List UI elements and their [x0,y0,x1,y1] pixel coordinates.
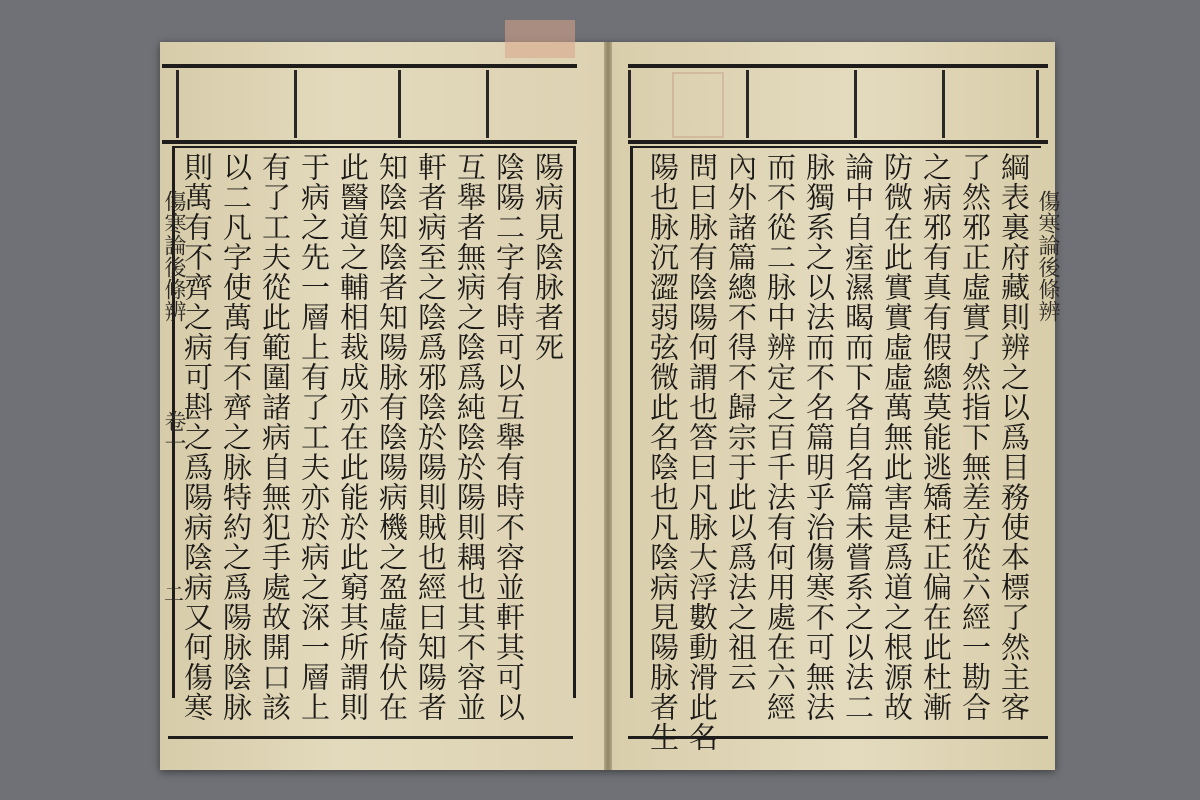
right-col-10: 陽也脉沉澀弱弦微此名陰也凡陰病見陽脉者生 [646,152,680,752]
left-col-2: 陰陽二字有時可以互舉有時不容並軒其可以 [492,152,526,722]
left-margin-volume: 卷一 [161,410,186,454]
right-col-9: 問曰脉有陰陽何謂也答曰凡脉大浮數動滑此名 [685,152,719,752]
right-col-6: 脉獨系之以法而不名篇明乎治傷寒不可無法 [802,152,836,722]
book-gutter [604,42,612,770]
left-bottom-rule [168,736,573,739]
right-col-8: 內外諸篇總不得不歸宗于此以爲法之祖云 [724,152,758,692]
left-col-4: 軒者病至之陰爲邪陰於陽則賊也經曰知陽者 [414,152,448,722]
right-col-5: 論中自痓濕暍而下各自名篇未嘗系之以法二 [841,152,875,722]
left-col-7: 于病之先一層上有了工夫亦於病之深一層上 [297,152,331,722]
left-col-9: 以二凡字使萬有不齊之脉特約之爲陽脉陰脉 [219,152,253,722]
left-page-number: 二 [164,582,184,606]
right-margin-title: 傷寒論後條辨 [1035,190,1060,322]
left-header-band [162,64,577,144]
right-col-1: 綱表裏府藏則辨之以爲目務使本標了然主客 [997,152,1031,722]
left-col-10: 則萬有不齊之病可斟之爲陽病陰病又何傷寒 [180,152,214,722]
seal-stamp [505,20,575,58]
right-col-7: 而不從二脉中辨定之百千法有何用處在六經 [763,152,797,722]
left-col-8: 有了工夫從此範圍諸病自無犯手處故開口該 [258,152,292,722]
right-col-2: 了然邪正虛實了然指下無差方從六經一勘合 [958,152,992,722]
left-margin-title: 傷寒論後條辨 [161,190,186,322]
right-col-4: 防微在此實實虛虛萬無此害是爲道之根源故 [880,152,914,722]
left-col-5: 知陰知陰者知陽脉有陰陽病機之盈虛倚伏在 [375,152,409,722]
right-col-3: 之病邪有真有假總莫能逃矯枉正偏在此杜漸 [919,152,953,722]
left-col-3: 互舉者無病之陰爲純陰於陽則耦也其不容並 [453,152,487,722]
right-header-band [628,64,1048,144]
left-col-1: 陽病見陰脉者死 [531,152,565,362]
left-col-6: 此醫道之輔相裁成亦在此能於此窮其所謂則 [336,152,370,722]
